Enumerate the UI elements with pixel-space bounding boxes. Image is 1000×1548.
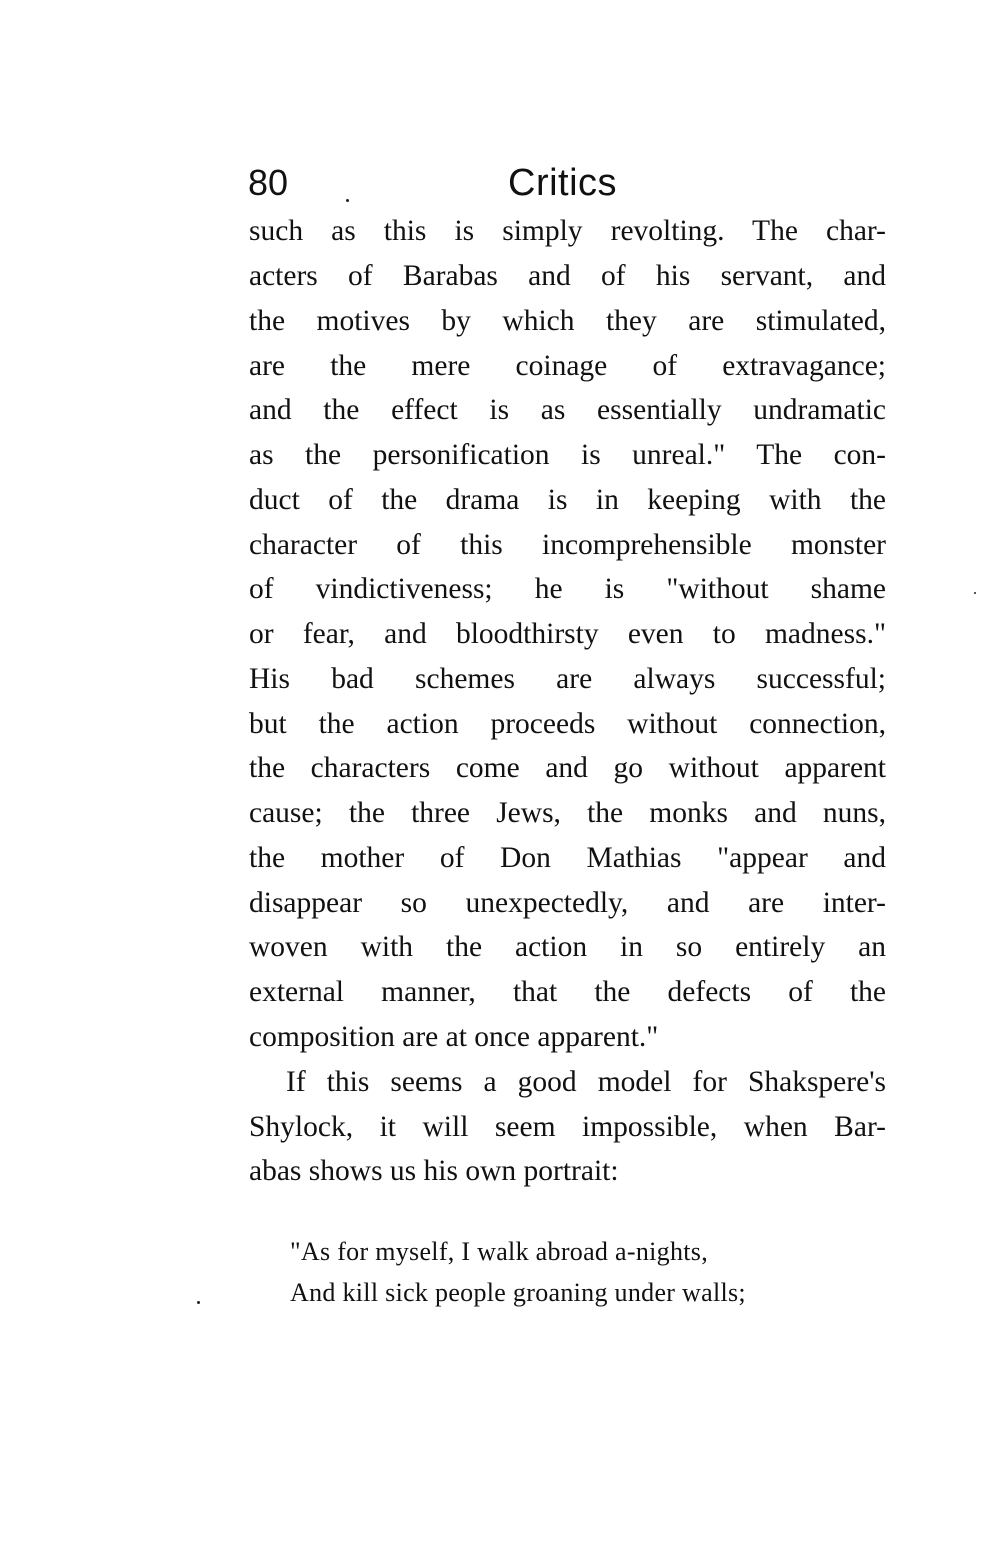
text-line: cause; the three Jews, the monks and nuns, (249, 797, 886, 829)
text-line: of vindictiveness; he is "without shame (249, 573, 886, 605)
verse-line: "As for myself, I walk abroad a-nights, (290, 1237, 708, 1266)
text-line: woven with the action in so entirely an (249, 931, 886, 963)
text-line: are the mere coinage of extravagance; (249, 350, 886, 382)
text-line: as the personification is unreal." The con- (249, 439, 886, 471)
verse-line: And kill sick people groaning under walls; (290, 1278, 746, 1307)
text-line: the characters come and go without apparent (249, 752, 886, 784)
print-speck (197, 1301, 200, 1304)
running-title: Critics (508, 162, 618, 204)
text-line: His bad schemes are always successful; (249, 663, 886, 695)
text-line: such as this is simply revolting. The char- (249, 215, 886, 247)
page-number: 80 (248, 162, 289, 203)
print-speck (346, 199, 349, 202)
text-line: external manner, that the defects of the (249, 976, 886, 1008)
text-line: the motives by which they are stimulated, (249, 305, 886, 337)
text-line: and the effect is as essentially undramatic (249, 394, 886, 426)
text-line: or fear, and bloodthirsty even to madness." (249, 618, 886, 650)
text-line: Shylock, it will seem impossible, when Bar- (249, 1111, 886, 1143)
print-speck (974, 592, 976, 594)
text-line: acters of Barabas and of his servant, and (249, 260, 886, 292)
text-line: composition are at once apparent." (249, 1021, 659, 1053)
text-line: character of this incomprehensible monster (249, 529, 886, 561)
text-line: abas shows us his own portrait: (249, 1155, 619, 1187)
text-line: the mother of Don Mathias "appear and (249, 842, 886, 874)
text-line: If this seems a good model for Shakspere's (286, 1066, 886, 1098)
text-line: but the action proceeds without connection, (249, 708, 886, 740)
text-line: disappear so unexpectedly, and are inter- (249, 887, 886, 919)
running-head (248, 160, 888, 210)
text-line: duct of the drama is in keeping with the (249, 484, 886, 516)
